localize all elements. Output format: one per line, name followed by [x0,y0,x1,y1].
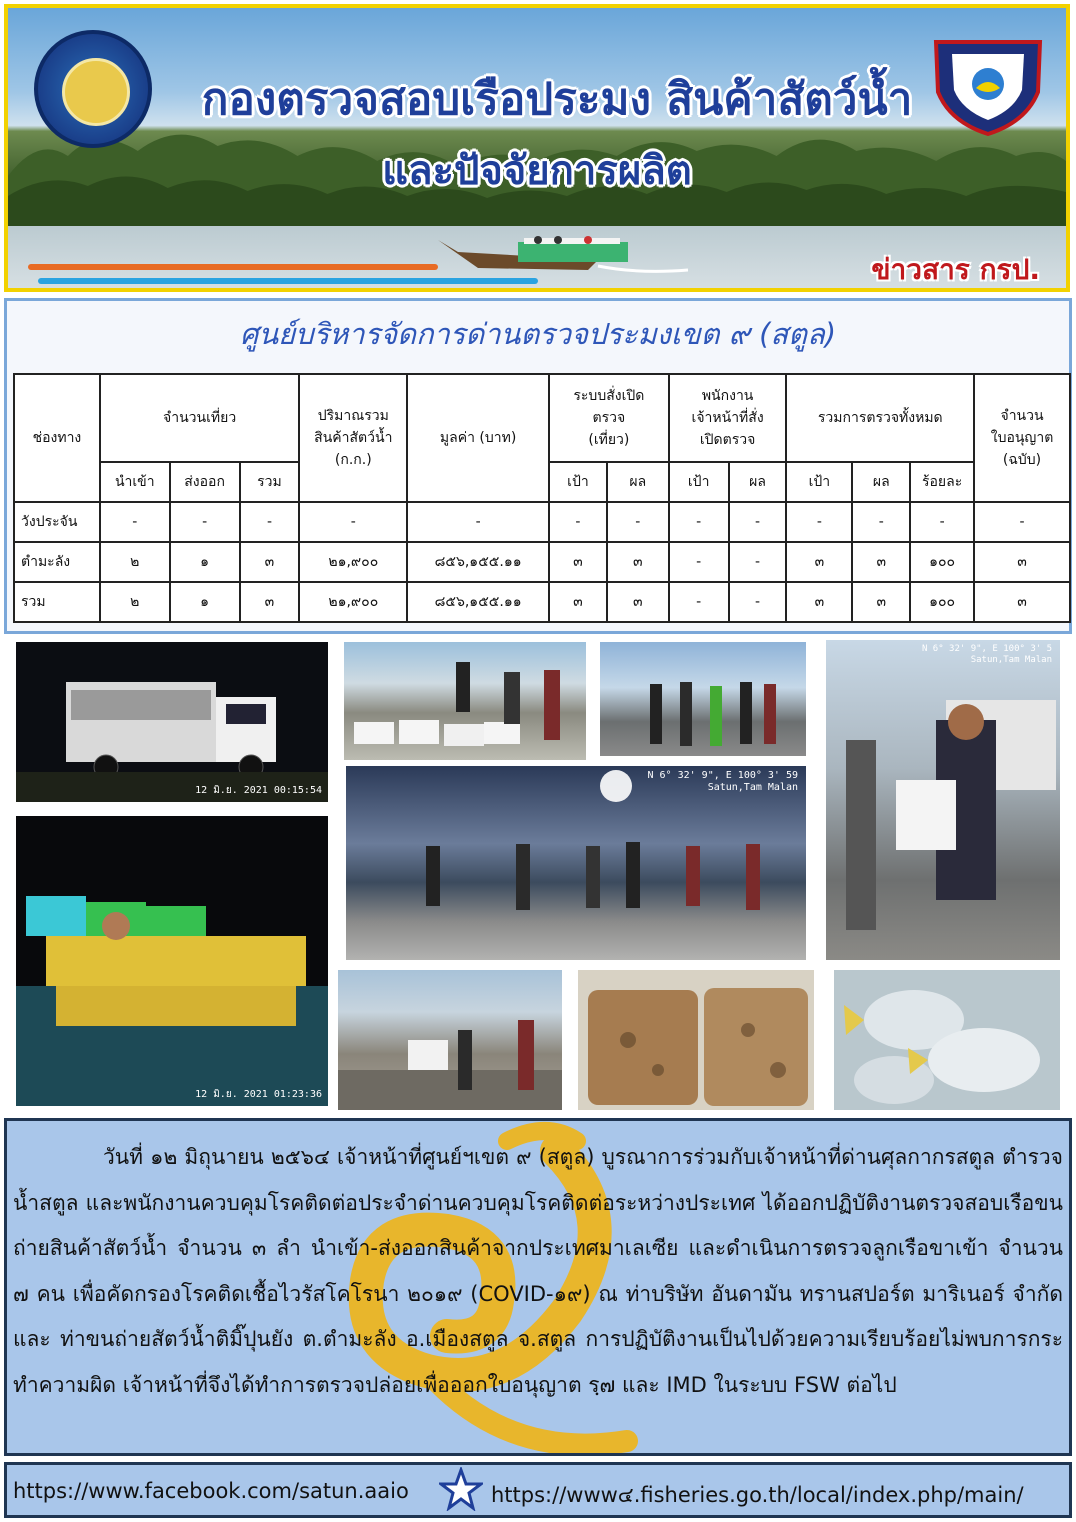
photo-pier-evening [346,766,806,960]
banner-title-line1: กองตรวจสอบเรือประมง สินค้าสัตว์น้ำ [201,74,913,125]
cell-system-target: - [549,502,607,542]
gps-coordinates: N 6° 32' 9", E 100° 3' 59 [647,770,798,781]
inspection-stats-table [13,373,1071,623]
cell-staff-target: - [669,502,729,542]
gps-stamp [922,644,1052,666]
cell-all-result: ๓ [852,582,910,622]
subheader-system-target: เป้า [549,462,607,502]
cell-export: ๑ [170,582,240,622]
officers-image [600,642,806,756]
photo-officer-vehicle [826,640,1060,960]
photo-sample-bags [578,970,814,1110]
cell-system-target: ๓ [549,582,607,622]
cell-quantity: ๒๑,๙๐๐ [299,542,407,582]
subheader-all-result: ผล [852,462,910,502]
subheader-export: ส่งออก [170,462,240,502]
subheader-import: นำเข้า [100,462,170,502]
cell-import: ๒ [100,582,170,622]
photo-truck-night [16,642,328,802]
cell-all-result: ๓ [852,542,910,582]
header-system [549,374,669,462]
photo-dock-workers [338,970,562,1110]
cell-licenses: ๓ [974,582,1070,622]
header-staff-line3: เปิดตรวจ [699,432,756,448]
subheader-staff-result: ผล [729,462,787,502]
cell-staff-result: - [729,542,787,582]
cell-percent: ๑๐๐ [910,582,974,622]
cell-value: - [407,502,549,542]
subheader-staff-target: เป้า [669,462,729,502]
cell-all-target: - [786,502,852,542]
website-link[interactable]: https://www๔.fisheries.go.th/local/index.php/main/ [491,1483,1024,1507]
header-all-inspections: รวมการตรวจทั้งหมด [786,374,974,462]
cell-all-target: ๓ [786,542,852,582]
cell-quantity: ๒๑,๙๐๐ [299,582,407,622]
header-staff-line2: เจ้าหน้าที่สั่ง [691,410,764,426]
cell-import: ๒ [100,542,170,582]
cell-export: ๑ [170,542,240,582]
header-channel: ช่องทาง [14,374,100,502]
header-staff-line1: พนักงาน [701,388,754,404]
footer-links [4,1462,1072,1518]
cell-licenses: ๓ [974,542,1070,582]
cell-staff-target: - [669,582,729,622]
cell-total: ๓ [240,542,300,582]
photo-timestamp: 12 มิ.ย. 2021 00:15:54 [195,785,322,796]
workers-image [344,642,586,760]
cell-total: - [240,502,300,542]
news-label: ข่าวสาร กรป. [871,253,1040,286]
photo-fish-boxes [344,642,586,760]
header-system-line3: (เที่ยว) [588,432,630,448]
photo-timestamp: 12 มิ.ย. 2021 01:23:36 [195,1089,322,1100]
header-license-line3: (ฉบับ) [1002,452,1042,468]
header-quantity-line3: (ก.ก.) [334,452,372,468]
header-system-line2: ตรวจ [592,410,626,426]
header-banner [4,4,1070,292]
subheader-total: รวม [240,462,300,502]
cell-system-result: ๓ [607,582,669,622]
star-icon [439,1467,483,1511]
blue-stripe [38,278,538,284]
news-body-section [4,1118,1072,1456]
cell-staff-result: - [729,502,787,542]
cargo-boxes-image [16,816,328,1106]
subheader-all-target: เป้า [786,462,852,502]
boat-image [438,230,688,280]
fish-image [834,970,1060,1110]
gps-location: Satun,Tam Malan [970,654,1052,665]
photo-pomfret-fish [834,970,1060,1110]
header-licenses [974,374,1070,502]
sample-bags-image [578,970,814,1110]
cell-channel: วังประจัน [14,502,100,542]
cell-channel: รวม [14,582,100,622]
header-quantity-line2: สินค้าสัตว์น้ำ [314,430,393,446]
header-trips: จำนวนเที่ยว [100,374,300,462]
cell-total: ๓ [240,582,300,622]
officers-pier-image [346,766,806,960]
gps-coordinates: N 6° 32' 9", E 100° 3' 5 [921,644,1052,654]
gps-stamp [647,770,798,794]
table-row [14,502,1070,542]
header-value: มูลค่า (บาท) [407,374,549,502]
cell-all-target: ๓ [786,582,852,622]
cell-staff-target: - [669,542,729,582]
news-paragraph: วันที่ ๑๒ มิถุนายน ๒๕๖๔ เจ้าหน้าที่ศูนย์ฯเขต ๙ (สตูล) บูรณาการร่วมกับเจ้าหน้าที่ด่านศุลกากรสตูล ตำรวจน้ำสตูล และพนักงานควบคุมโรคติดต่อประจำด่านควบคุมโรคติดต่อระหว่างประเทศ ได้ออกปฏิบัติงานตรวจสอบเรือขนถ่ายสินค้าสัตว์น้ำ จำนวน ๓ ลำ นำเข้า-ส่งออกสินค้าจากประเทศมาเลเซีย และดำเนินการตรวจลูกเรือขาเข้า จำนวน ๗ คน เพื่อคัดกรองโรคติดเชื้อไวรัสโคโรนา ๒๐๑๙ (COVID-๑๙) ณ ท่าบริษัท อันดามัน ทรานสปอร์ต มาริเนอร์ จำกัด และ ท่าขนถ่ายสัตว์น้ำติมิ๊ปุนยัง ต.ตำมะลัง อ.เมืองสตูล จ.สตูล การปฏิบัติงานเป็นไปด้วยความเรียบร้อยไม่พบการกระทำความผิด เจ้าหน้าที่จึงได้ทำการตรวจปล่อยเพื่อออกใบอนุญาต รฺ๗ และ IMD ในระบบ FSW ต่อไป [13,1145,1063,1397]
cell-licenses: - [974,502,1070,542]
cell-system-target: ๓ [549,542,607,582]
section-title: ศูนย์บริหารจัดการด่านตรวจประมงเขต ๙ (สตูล) [239,317,837,351]
inspection-summary-panel [4,298,1072,634]
header-staff [669,374,787,462]
cell-value: ๘๕๖,๑๕๕.๑๑ [407,542,549,582]
cell-import: - [100,502,170,542]
header-license-line2: ใบอนุญาต [990,430,1054,446]
table-header-row [14,374,1070,462]
facebook-link[interactable]: https://www.facebook.com/satun.aaio [13,1479,409,1503]
table-row [14,542,1070,582]
subheader-system-result: ผล [607,462,669,502]
gps-location: Satun,Tam Malan [707,782,798,793]
cell-export: - [170,502,240,542]
cell-staff-result: - [729,582,787,622]
table-row [14,582,1070,622]
officer-image [826,640,1060,960]
cell-percent: ๑๐๐ [910,542,974,582]
subheader-all-percent: ร้อยละ [910,462,974,502]
header-system-line1: ระบบสั่งเปิด [573,388,645,404]
cell-system-result: - [607,502,669,542]
cell-system-result: ๓ [607,542,669,582]
dock-workers-image [338,970,562,1110]
truck-icon [16,642,328,802]
cell-channel: ตำมะลัง [14,542,100,582]
cell-percent: - [910,502,974,542]
orange-stripe [28,264,438,270]
photo-dock-inspection [600,642,806,756]
cell-quantity: - [299,502,407,542]
cell-value: ๘๕๖,๑๕๕.๑๑ [407,582,549,622]
header-license-line1: จำนวน [1000,408,1044,424]
header-quantity [299,374,407,502]
photo-boat-night [16,816,328,1106]
header-quantity-line1: ปริมาณรวม [317,408,389,424]
banner-title-line2: และปัจจัยการผลิต [382,148,692,194]
cell-all-result: - [852,502,910,542]
